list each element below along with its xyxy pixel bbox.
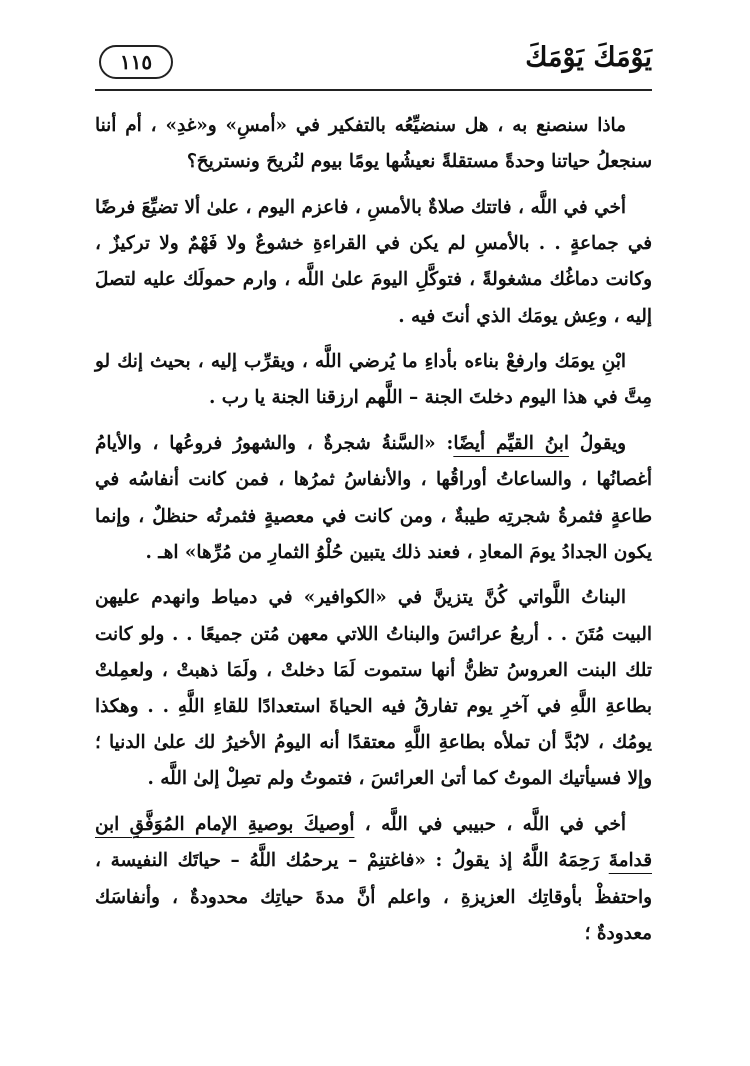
paragraph-3: ابْنِ يومَك وارفعْ بناءه بأداءِ ما يُرضي اللَّه ، ويقرِّب إليه ، بحيث إنك لو مِتَّ في هذا اليوم دخلتَ الجنة – اللَّهم ارزقنا الجنة يا رب . xyxy=(95,351,652,409)
paragraph-6-underlined: أوصيكَ بوصيةِ الإمام المُوَفَّقِ ابن قدامةَ xyxy=(95,814,652,872)
paragraph-5: البناتُ اللَّواتي كُنَّ يتزينَّ في «الكوافير» في دمياط وانهدم عليهن البيت مُتَنَ . . أربعُ عرائسَ والبناتُ اللاتي معهن مُتن جميعًا . . ولو كانت تلك البنت العروسُ تظنُّ أنها ستموت لَمَا دخلتْ ، ولَمَا ذهبتْ ، ولعمِلتْ بطاعةِ اللَّهِ في آخرِ يوم تفارقُ فيه الحياةَ استعدادًا للقاءِ اللَّهِ . . وهكذا يومُك ، لابُدَّ أن تملأه بطاعةِ اللَّهِ معتقدًا أنه اليومُ الأخيرُ لك علىٰ الدنيا ؛ وإلا فسيأتيك الموتُ كما أتىٰ العرائسَ ، فتموتُ ولم تصِلْ إلىٰ اللَّه . xyxy=(95,587,652,790)
header-rule xyxy=(95,89,652,91)
paragraph-6-rest: رَحِمَهُ اللَّهُ إذ يقولُ : «فاغتنِمْ – يرحمُك اللَّهُ – حياتَك النفيسة ، واحتفظْ بأوقاتِك العزيزةِ ، واعلم أنَّ مدةَ حياتِك محدودةٌ ، وأنفاسَك معدودةٌ ؛ xyxy=(95,850,652,944)
paragraph-4 xyxy=(95,426,652,571)
running-title: يَوْمَكَ يَوْمَكَ xyxy=(525,42,652,73)
page-body xyxy=(95,108,652,961)
page-header xyxy=(95,38,652,86)
paragraph-6 xyxy=(95,807,652,952)
page-number-badge: ١١٥ xyxy=(99,45,173,79)
paragraph-4-underlined: ابنُ القيِّم أيضًا xyxy=(453,433,569,455)
paragraph-2: أخي في اللَّه ، فاتتك صلاةٌ بالأمسِ ، فاعزم اليوم ، علىٰ ألا تضيِّعَ فرضًا في جماعةٍ . . بالأمسِ لم يكن في القراءةِ خشوعٌ ولا فَهْمٌ ولا تركيزٌ ، وكانت دماغُك مشغولةً ، فتوكَّلِ اليومَ علىٰ اللَّه ، وارم حمولَك عليه لتصلَ إليه ، وعِش يومَك الذي أنتَ فيه . xyxy=(95,196,652,327)
paragraph-4-lead: ويقولُ xyxy=(568,433,626,455)
paragraph-1: ماذا سنصنع به ، هل سنضيِّعُه بالتفكير في «أمسِ» و«غدِ» ، أم أننا سنجعلُ حياتنا وحدةً مستقلةً نعيشُها يومًا بيوم لنُريحَ ونستريحَ؟ xyxy=(95,115,652,173)
paragraph-6-lead: أخي في اللَّه ، حبيبي في اللَّه ، xyxy=(354,814,626,836)
paragraph-4-rest: : «السَّنةُ شجرةٌ ، والشهورُ فروعُها ، والأيامُ أغصانُها ، والساعاتُ أوراقُها ، والأنفاسُ ثمرُها ، فمن كانت أنفاسُه في طاعةٍ فثمرةُ شجرتِه طيبةٌ ، ومن كانت في معصيةٍ فثمرتُه حنظلٌ ، وإنما يكون الجدادُ يومَ المعادِ ، فعند ذلك يتبين حُلْوُ الثمارِ من مُرِّها» اهـ . xyxy=(95,433,652,563)
